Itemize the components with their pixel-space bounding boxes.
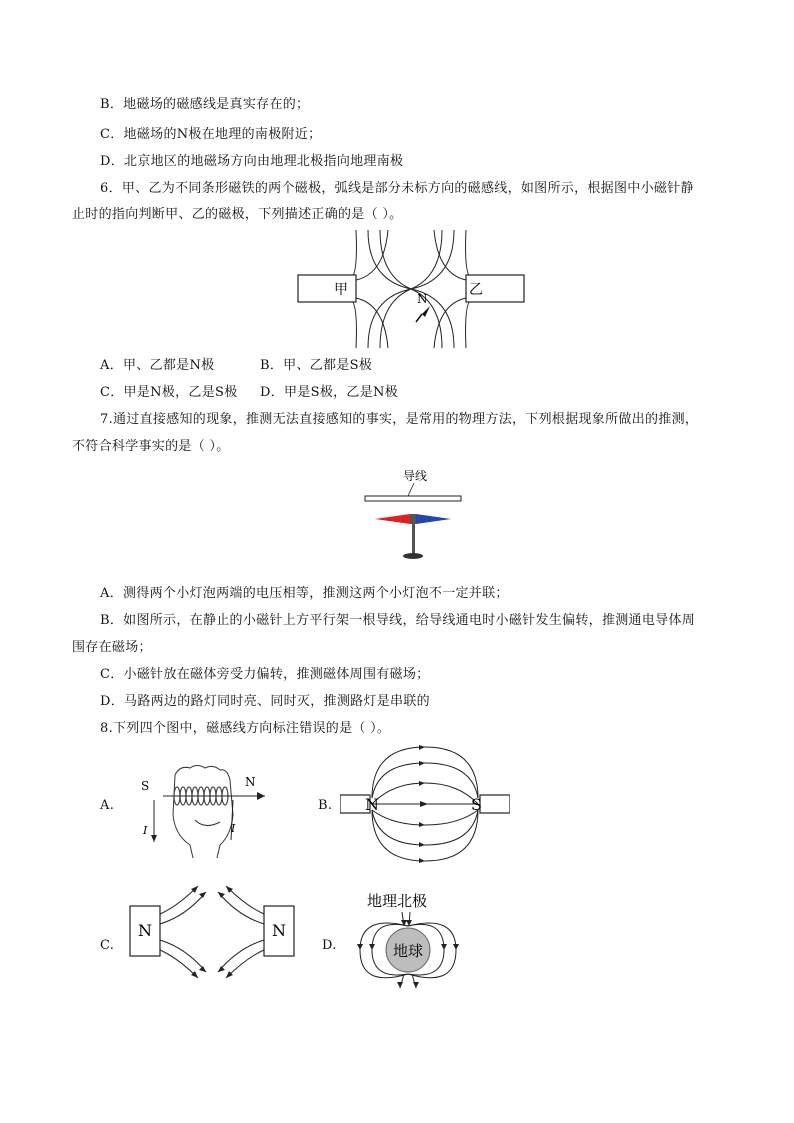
q6-stem-line2: 止时的指向判断甲、乙的磁极，下列描述正确的是（ ）。 <box>72 207 403 222</box>
q8-stem: 8.下列四个图中，磁感线方向标注错误的是（ ）。 <box>100 721 391 736</box>
q6-field-line <box>380 289 411 348</box>
q8a-hand <box>175 766 233 859</box>
q7-stem-line2: 不符合科学事实的是（ ）。 <box>72 439 230 454</box>
q6-option-c: C．甲是N极，乙是S极 <box>100 385 238 400</box>
q7-option-b-line1: B．如图所示，在静止的小磁针上方平行架一根导线，给导线通电时小磁针发生偏转，推测通电导体周 <box>100 613 696 628</box>
q7-stand-base <box>403 553 423 559</box>
q7-needle-red <box>375 514 410 524</box>
q8d-center-label: 地球 <box>392 942 424 960</box>
q6-figure-magnetic-field <box>296 230 526 348</box>
q7-figure-wire-compass <box>360 464 470 564</box>
q6-needle-label: N <box>417 292 428 306</box>
q8b-magnet-right <box>480 795 510 813</box>
q6-compass-needle <box>422 306 430 317</box>
q8a-n-label: N <box>245 775 256 789</box>
q6-magnet-left-label: 甲 <box>334 282 348 298</box>
q6-field-line <box>466 300 471 348</box>
q5-option-b: B．地磁场的磁感线是真实存在的； <box>100 97 310 112</box>
q6-field-line <box>356 230 388 280</box>
q8-figure-b-bar-magnet <box>340 745 510 863</box>
q5-option-d: D．北京地区的地磁场方向由地理北极指向地理南极 <box>100 154 404 169</box>
q8b-s-label: S <box>471 795 482 814</box>
q6-field-line <box>466 230 471 278</box>
q7-option-b-line2: 围存在磁场； <box>72 640 152 655</box>
q8-figure-a-solenoid-hand <box>135 760 275 860</box>
q6-field-line <box>351 230 356 278</box>
q7-option-d: D．马路两边的路灯同时亮、同时灭，推测路灯是串联的 <box>100 694 430 709</box>
q7-option-a: A．测得两个小灯泡两端的电压相等，推测这两个小灯泡不一定并联； <box>100 586 509 601</box>
q8-option-c-label: C. <box>100 938 115 953</box>
q6-option-b: B．甲、乙都是S极 <box>260 358 373 373</box>
q7-wire <box>365 496 461 501</box>
q8c-right-label: N <box>272 921 286 940</box>
q6-field-line <box>351 300 356 348</box>
q6-option-d: D．甲是S极，乙是N极 <box>260 385 399 400</box>
q7-option-c: C．小磁针放在磁体旁受力偏转，推测磁体周围有磁场； <box>100 667 430 682</box>
q7-stand <box>412 524 415 554</box>
q6-option-a: A．甲、乙都是N极 <box>100 358 215 373</box>
q8b-n-label: N <box>365 795 379 814</box>
q7-needle-blue <box>416 514 451 524</box>
q8d-top-label: 地理北极 <box>366 892 428 910</box>
q8-figure-c-two-n-poles <box>128 878 296 990</box>
q7-stem-line1: 7.通过直接感知的现象，推测无法直接感知的事实，是常用的物理方法，下列根据现象所做出的推测， <box>100 412 699 427</box>
q6-stem-line1: 6．甲、乙为不同条形磁铁的两个磁极，弧线是部分未标方向的磁感线，如图所示，根据图中小磁针静 <box>100 181 694 196</box>
q6-magnet-right-label: 乙 <box>469 282 483 298</box>
q8a-i-left-label: I <box>143 824 148 837</box>
q6-field-line <box>356 298 388 348</box>
q6-field-line <box>434 230 466 280</box>
q6-field-line <box>380 230 411 289</box>
q8c-field-lines <box>160 886 264 978</box>
q8-option-a-label: A. <box>100 798 115 813</box>
q7-wire-label: 导线 <box>402 469 428 483</box>
q8-option-d-label: D. <box>322 938 337 953</box>
q8a-i-right-label: I <box>231 822 236 835</box>
q8c-left-label: N <box>138 921 152 940</box>
q8-figure-d-earth-field <box>352 888 464 996</box>
q8a-s-label: S <box>141 779 150 793</box>
q6-field-line <box>434 298 466 348</box>
q8-option-b-label: B. <box>318 798 333 813</box>
q6-field-line <box>411 230 442 289</box>
q5-option-c: C．地磁场的N极在地理的南极附近； <box>100 127 322 142</box>
